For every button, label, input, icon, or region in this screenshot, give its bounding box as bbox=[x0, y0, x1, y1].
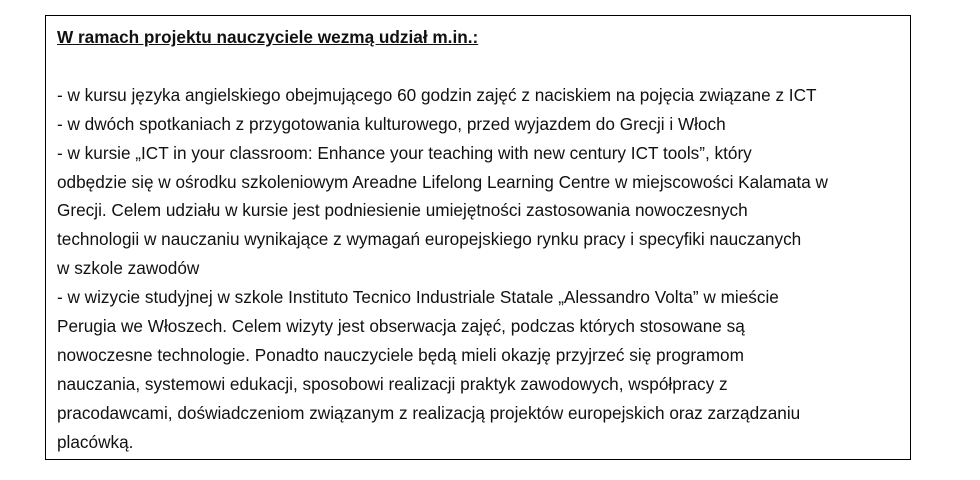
text-line: - w kursu języka angielskiego obejmującego 60 godzin zajęć z naciskiem na pojęcia związane z ICT bbox=[57, 84, 817, 105]
text-box bbox=[45, 15, 911, 460]
blank-line bbox=[57, 52, 899, 81]
text-line: Grecji. Celem udziału w kursie jest podniesienie umiejętności zastosowania nowoczesnych bbox=[57, 200, 748, 221]
text-line: pracodawcami, doświadczeniom związanym z realizacją projektów europejskich oraz zarządzaniu bbox=[57, 402, 801, 423]
text-line: placówką. bbox=[57, 431, 134, 452]
text-line: Perugia we Włoszech. Celem wizyty jest obserwacja zajęć, podczas których stosowane są bbox=[57, 316, 745, 337]
text-line: technologii w nauczaniu wynikające z wymagań europejskiego rynku pracy i specyfiki nauczanych bbox=[57, 229, 802, 250]
text-line: nauczania, systemowi edukacji, sposobowi realizacji praktyk zawodowych, współpracy z bbox=[57, 373, 728, 394]
text-line: w szkole zawodów bbox=[57, 258, 200, 279]
text-line: - w dwóch spotkaniach z przygotowania kulturowego, przed wyjazdem do Grecji i Włoch bbox=[57, 113, 726, 134]
text-line: - w wizycie studyjnej w szkole Instituto Tecnico Industriale Statale „Alessandro Volta” w mieście bbox=[57, 287, 779, 308]
text-line: odbędzie się w ośrodku szkoleniowym Areadne Lifelong Learning Centre w miejscowości Kalamata w bbox=[57, 171, 828, 192]
text-line: nowoczesne technologie. Ponadto nauczyciele będą mieli okazję przyjrzeć się programom bbox=[57, 344, 744, 365]
text-line: - w kursie „ICT in your classroom: Enhance your teaching with new century ICT tools”, który bbox=[57, 142, 752, 163]
section-heading: W ramach projektu nauczyciele wezmą udział m.in.: bbox=[57, 27, 479, 47]
